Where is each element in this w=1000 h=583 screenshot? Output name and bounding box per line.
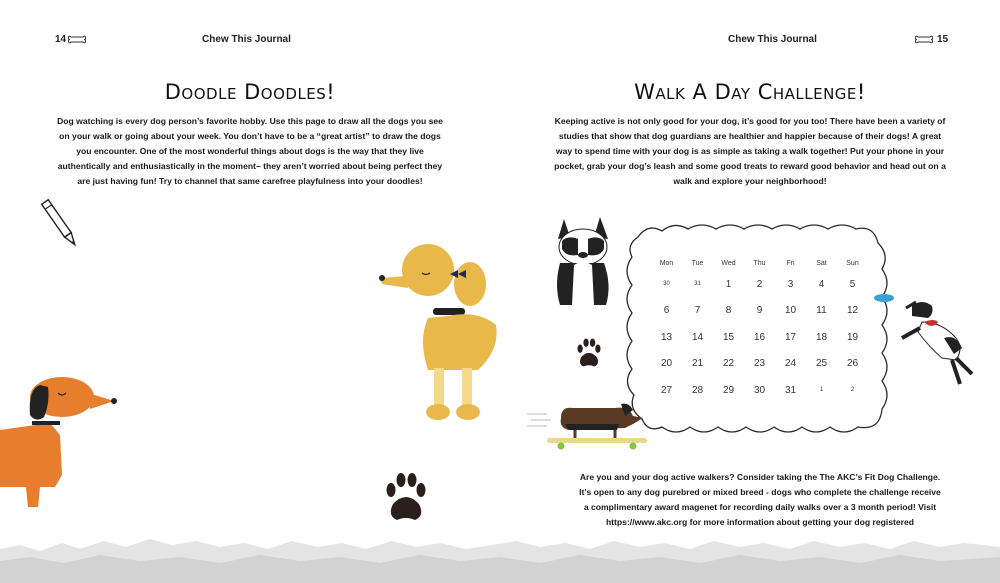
calendar-day: 9 xyxy=(756,305,763,317)
calendar-day: 1 xyxy=(725,278,732,290)
calendar-day: 27 xyxy=(660,384,673,396)
right-page xyxy=(500,0,1000,583)
calendar-day: 15 xyxy=(722,331,735,343)
weekday-label: Sun xyxy=(846,259,859,267)
page-number-left: 14 xyxy=(55,34,67,45)
page-title-left: Doodle Doodles! xyxy=(164,80,336,104)
weekday-label: Tue xyxy=(691,259,704,267)
calendar-day: 25 xyxy=(815,358,828,370)
frisbee-dog-icon xyxy=(872,288,984,388)
calendar-day: 17 xyxy=(784,331,797,343)
calendar-day: 14 xyxy=(691,331,704,343)
pencil-icon xyxy=(40,195,82,255)
calendar-day: 3 xyxy=(787,278,794,290)
calendar-day: 31 xyxy=(694,281,701,288)
calendar-week xyxy=(651,324,868,351)
calendar-day: 1 xyxy=(819,387,824,394)
skateboard-dachshund-icon xyxy=(525,400,655,452)
calendar-day: 30 xyxy=(753,384,766,396)
body-text-left: Dog watching is every dog person’s favorite hobby. Use this page to draw all the dogs you see on your walk or going about your week. You don’t have to be a “great artist” to draw the dogs you encounter. One of the most wonderful things about dogs is the way that they live authentically and enthusiastically in the moment– they aren’t worried about being perfect they are just having fun! Try to channel that same carefree playfulness into your doodles! xyxy=(57,116,443,186)
calendar-day: 12 xyxy=(846,305,859,317)
walk-calendar xyxy=(618,219,893,439)
weekday-label: Mon xyxy=(659,259,674,267)
page-number-right: 15 xyxy=(937,34,949,45)
calendar-day: 30 xyxy=(663,281,670,288)
calendar-day: 19 xyxy=(846,331,859,343)
poodle-icon xyxy=(378,240,500,430)
calendar-day: 6 xyxy=(663,305,670,317)
calendar-day: 21 xyxy=(691,358,704,370)
calendar-week xyxy=(651,271,868,298)
calendar-week xyxy=(651,351,868,378)
weekday-label: Sat xyxy=(816,259,827,267)
calendar-day: 16 xyxy=(753,331,766,343)
weekday-label: Fri xyxy=(786,259,795,267)
paw-print-icon xyxy=(575,338,603,370)
calendar-day: 28 xyxy=(691,384,704,396)
calendar-day: 24 xyxy=(784,358,797,370)
calendar-day: 18 xyxy=(815,331,828,343)
calendar-day: 8 xyxy=(725,305,732,317)
calendar-day: 5 xyxy=(849,278,856,290)
calendar-day: 13 xyxy=(660,331,673,343)
calendar-day: 31 xyxy=(784,384,797,396)
torn-paper-edge-icon xyxy=(0,535,1000,583)
calendar-day: 29 xyxy=(722,384,735,396)
calendar-day: 22 xyxy=(722,358,735,370)
calendar-grid xyxy=(651,255,868,404)
paw-print-icon xyxy=(385,472,427,526)
calendar-week xyxy=(651,377,868,404)
body-text-right: Keeping active is not only good for your dog, it’s good for you too! There have been a variety of studies that show that dog guardians are healthier and happier because of their dogs! A great way to spend time with your dog is as simple as taking a walk together! Put your phone in your pocket, grab your dog’s leash and some good treats to reward good behavior and head out on a walk and explore your neighborhood! xyxy=(554,116,946,186)
calendar-day: 26 xyxy=(846,358,859,370)
calendar-day: 11 xyxy=(816,305,827,317)
weekday-label: Wed xyxy=(721,259,736,267)
bone-icon xyxy=(68,35,86,44)
boston-terrier-icon xyxy=(550,215,616,311)
calendar-week xyxy=(651,298,868,325)
weekday-row xyxy=(651,255,868,271)
weekday-label: Thu xyxy=(753,259,766,267)
calendar-day: 2 xyxy=(850,387,855,394)
calendar-day: 10 xyxy=(784,305,797,317)
running-head-left: Chew This Journal xyxy=(202,34,291,45)
calendar-day: 2 xyxy=(756,278,763,290)
page-title-right: Walk A Day Challenge! xyxy=(634,80,866,104)
calendar-day: 23 xyxy=(753,358,766,370)
calendar-day: 7 xyxy=(694,305,701,317)
dachshund-icon xyxy=(0,375,120,515)
running-head-right: Chew This Journal xyxy=(728,34,817,45)
akc-challenge-text: Are you and your dog active walkers? Consider taking the The AKC’s Fit Dog Challenge. It’s open to any dog purebred or mixed breed - dogs who complete the challenge receive a complimentary award magenet for recording daily walks over a 3 month period! Visit https://www.akc.org for more information about getting your dog registered xyxy=(579,472,941,527)
bone-icon xyxy=(915,35,933,44)
calendar-day: 4 xyxy=(818,278,825,290)
calendar-day: 20 xyxy=(660,358,673,370)
